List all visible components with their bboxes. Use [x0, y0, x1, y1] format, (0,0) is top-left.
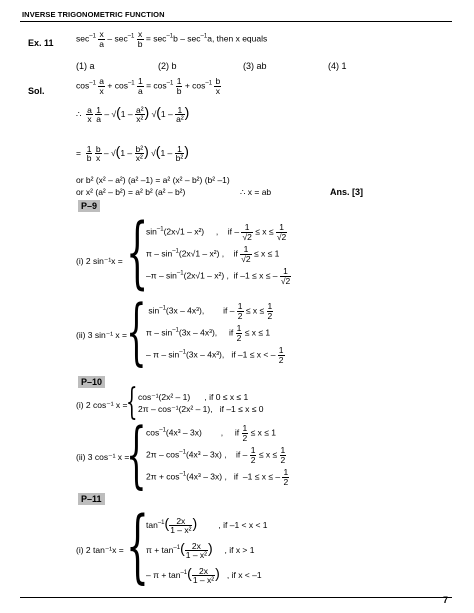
p11-i-brace: { [126, 499, 149, 592]
running-header: INVERSE TRIGONOMETRIC FUNCTION [22, 10, 165, 19]
solution-label: Sol. [28, 86, 45, 96]
p11-i-case-3: – $\pi + \tan^{-1}$( $\frac{2x}{\text{1 – x²}}$ ) , if x < –1 [146, 565, 262, 586]
example-statement: $\sec^{-1}$ $\frac{x}{a}$ – $\sec^{-1}$ $\frac{x}{b}$ = $\sec^{-1}b - \sec^{-1}a$, then x equals [76, 29, 268, 49]
option-3: (3) ab [243, 61, 267, 71]
example-label: Ex. 11 [28, 38, 54, 48]
section-tag-p11: P–11 [78, 493, 105, 505]
p9-i-case-1: $\sin^{-1}(2x√1 - x^2)$ , if – $\frac{1}{√2}$ ≤ x ≤ $\frac{1}{√2}$ [146, 222, 287, 242]
p11-i-lhs: (i) 2 tan⁻¹x = [76, 545, 124, 555]
p9-ii-lhs: (ii) 3 sin⁻¹ x = [76, 330, 128, 340]
answer: Ans. [3] [330, 187, 364, 197]
solution-line-3: = $\frac{1}{b}$ $\frac{b}{x}$ – √(1 – $\frac{\text{b²}}{\text{x²}}$ ) √(1 – $\frac{1}{\text{b²}}$ ) [76, 143, 189, 164]
header-rule [20, 21, 452, 22]
p9-i-case-2: π – $\sin^{-1}(2x√1 - x^2)$ , if $\frac{1}{√2}$ ≤ x ≤ 1 [146, 244, 280, 264]
p9-i-brace: { [126, 208, 149, 298]
solution-line-1: $\cos^{-1}$ $\frac{a}{x}$ + $\cos^{-1}$ $\frac{1}{a}$ = $\cos^{-1}$ $\frac{1}{b}$ + $\cos^{-1}$ $\frac{b}{x}$ [76, 76, 221, 96]
solution-line-5: or x² (a² – b²) = a² b² (a² – b²) [76, 187, 186, 197]
footer-rule [20, 597, 452, 598]
p9-ii-case-2: π – $\sin^{-1}(3x - 4x^3)$, if $\frac{1}{2}$ ≤ x ≤ 1 [146, 323, 271, 343]
p9-i-case-3: $-\pi - \sin^{-1}(2x√1 - x^2)$ , if –1 ≤ x ≤ – $\frac{1}{√2}$ [146, 266, 291, 286]
option-1: (1) a [76, 61, 95, 71]
section-tag-p9: P–9 [78, 200, 100, 212]
p10-i-case-1: cos⁻¹(2x² – 1) , if 0 ≤ x ≤ 1 [138, 392, 249, 402]
option-2: (2) b [158, 61, 177, 71]
p9-ii-case-3: – π – $\sin^{-1}(3x - 4x^3)$, if –1 ≤ x < – $\frac{1}{2}$ [146, 345, 284, 365]
page-number: 7 [442, 595, 448, 605]
p10-i-lhs: (i) 2 cos⁻¹ x = [76, 400, 128, 410]
p9-i-lhs: (i) 2 sin⁻¹x = [76, 256, 123, 266]
solution-conclusion: ∴ x = ab [240, 187, 272, 197]
solution-line-4: or b² (x² – a²) (a² –1) = a² (x² – b²) (b² –1) [76, 175, 230, 185]
p10-ii-lhs: (ii) 3 cos⁻¹ x = [76, 452, 130, 462]
p10-ii-case-3: $2\pi + \cos^{-1}(4x^3 - 3x)$ , if –1 ≤ x ≤ – $\frac{1}{2}$ [146, 467, 289, 487]
solution-line-2: ∴ $\frac{a}{x}$ $\frac{1}{a}$ – √(1 – $\frac{\text{a²}}{\text{x²}}$ ) √(1 – $\frac{1}{\text{a²}}$ ) [76, 104, 190, 125]
p10-ii-brace: { [126, 412, 147, 496]
p9-ii-brace: { [126, 289, 147, 373]
p10-ii-case-2: $2\pi - \cos^{-1}(4x^3 - 3x)$ , if – $\frac{1}{2}$ ≤ x ≤ $\frac{1}{2}$ [146, 445, 286, 465]
p11-i-case-1: $\tan^{-1}$( $\frac{2x}{\text{1 – x²}}$ ) , if –1 < x < 1 [146, 515, 268, 536]
p9-ii-case-1: $\sin^{-1}(3x - 4x^3)$, if – $\frac{1}{2}$ ≤ x ≤ $\frac{1}{2}$ [146, 301, 273, 321]
p10-i-brace: { [126, 382, 138, 423]
p10-ii-case-1: $\cos^{-1}(4x^3 - 3x)$ , if $\frac{1}{2}$ ≤ x ≤ 1 [146, 423, 277, 443]
p11-i-case-2: $\pi + \tan^{-1}$( $\frac{2x}{\text{1 – x²}}$ ) , if x > 1 [146, 540, 255, 561]
section-tag-p10: P–10 [78, 376, 105, 388]
p10-i-case-2: 2π – cos⁻¹(2x² – 1), if –1 ≤ x ≤ 0 [138, 404, 264, 414]
option-4: (4) 1 [328, 61, 347, 71]
